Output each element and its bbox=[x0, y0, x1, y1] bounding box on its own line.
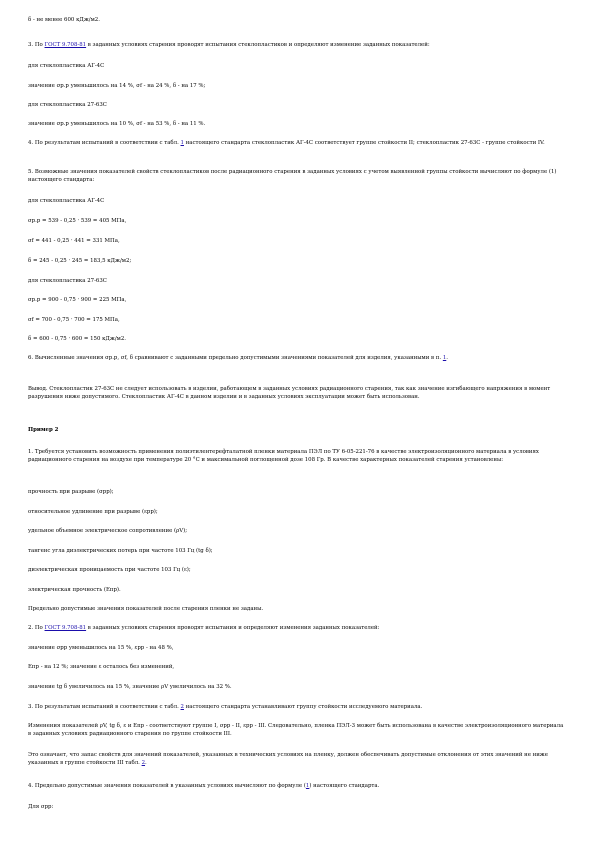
paragraph: для стеклопластика 27-63С bbox=[28, 278, 107, 284]
paragraph: Вывод. Стеклопластик 27-63С не следует использовать в изделии, работающем в заданных условиях радиационного старения, так как значение изгибающего напряжения в момент разрушения ниже допустимого. Стеклопластик АГ-4С в данном изделии и в заданных условиях эксплуатации может быть использован. bbox=[28, 386, 551, 401]
paragraph: значение σр.р уменьшилось на 14 %, σf - на 24 %, δ - на 17 %; bbox=[28, 83, 206, 89]
gost-link[interactable]: ГОСТ 9.708-81 bbox=[44, 625, 87, 631]
paragraph-text: 3. По bbox=[28, 42, 45, 48]
paragraph: значение σр.р уменьшилось на 10 %, σf - на 53 %, δ - на 11 %. bbox=[28, 121, 206, 127]
paragraph: Предельно допустимые значения показателей после старения пленки не заданы. bbox=[28, 606, 264, 612]
paragraph: значение tg δ увеличилось на 15 %, значение ρV увеличилось на 32 %. bbox=[28, 684, 232, 690]
paragraph-text: ) настоящего стандарта. bbox=[309, 783, 380, 789]
paragraph-text: настоящего стандарта стеклопластик АГ-4С соответствует группе стойкости II; стеклопластик 27-63С - группе стойкости IV. bbox=[183, 140, 545, 146]
paragraph bbox=[28, 624, 568, 632]
example-heading: Пример 2 bbox=[28, 427, 59, 433]
paragraph: диэлектрическая проницаемость при частоте 103 Гц (ε); bbox=[28, 567, 191, 573]
paragraph: Епр - на 12 %; значение ε осталось без изменений, bbox=[28, 664, 175, 670]
paragraph: относительное удлинение при разрыве (εрр); bbox=[28, 509, 158, 515]
paragraph-text: 4. По результатам испытаний в соответствии с табл. bbox=[28, 140, 181, 146]
paragraph-text: 3. По результатам испытаний в соответствии с табл. bbox=[28, 704, 181, 710]
paragraph bbox=[28, 751, 568, 768]
paragraph: δ - не менее 600 кДж/м2. bbox=[28, 17, 100, 23]
paragraph: для стеклопластика АГ-4С bbox=[28, 63, 105, 69]
paragraph-text: 6. Вычисленные значения σр.р, σf, δ сравнивают с заданными предельно допустимыми значениями показателей для изделия, указанными в п. bbox=[28, 355, 443, 361]
table-link[interactable]: 2 bbox=[180, 704, 184, 710]
paragraph bbox=[28, 703, 568, 711]
paragraph: δ = 245 - 0,25 · 245 = 183,5 кДж/м2; bbox=[28, 258, 132, 264]
paragraph-text: 2. По bbox=[28, 625, 45, 631]
paragraph: σf = 700 - 0,75 · 700 = 175 МПа, bbox=[28, 317, 120, 323]
paragraph: тангенс угла диэлектрических потерь при частоте 103 Гц (tg δ); bbox=[28, 548, 213, 554]
paragraph-text: настоящего стандарта устанавливают группу стойкости исследуемого материала. bbox=[183, 704, 423, 710]
paragraph: 5. Возможные значения показателей свойств стеклопластиков после радиационного старения в заданных условиях с учетом выявленной группы стойкости вычисляют по формуле (1) настоящего стандарта: bbox=[28, 169, 557, 184]
paragraph bbox=[28, 41, 568, 49]
gost-link[interactable]: ГОСТ 9.708-81 bbox=[44, 42, 87, 48]
paragraph bbox=[28, 782, 568, 790]
table-link[interactable]: 2 bbox=[141, 760, 146, 767]
paragraph: значение σрр уменьшилось на 15 %, εрр - на 48 %, bbox=[28, 645, 174, 651]
paragraph: σр.р = 539 - 0,25 · 539 = 405 МПа, bbox=[28, 218, 127, 224]
paragraph-text: . bbox=[446, 355, 448, 361]
table-link[interactable]: 1 bbox=[180, 140, 184, 146]
paragraph: для стеклопластика 27-63С bbox=[28, 102, 107, 108]
paragraph: электрическая прочность (Епр). bbox=[28, 587, 121, 593]
paragraph: σр.р = 900 - 0,75 · 900 = 225 МПа, bbox=[28, 297, 127, 303]
paragraph-text: в заданных условиях старения проводят испытания стеклопластиков и определяют изменение заданных показателей: bbox=[86, 42, 430, 48]
paragraph-text: в заданных условиях старения проводят испытания и определяют изменения заданных показателей: bbox=[86, 625, 380, 631]
formula-link[interactable]: 1 bbox=[305, 783, 310, 789]
paragraph: прочность при разрыве (σрр); bbox=[28, 489, 114, 495]
paragraph: удельное объемное электрическое сопротивление (ρV); bbox=[28, 528, 188, 534]
paragraph: Изменения показателей ρV, tg δ, ε и Епр - соответствуют группе I, σрр - II, εрр - III. Следовательно, пленка ПЭЛ-3 может быть использована в качестве электроизоляционного материала в заданных условиях радиационного старения по группе стойкости III. bbox=[28, 723, 564, 738]
paragraph: σf = 441 - 0,25 · 441 = 331 МПа, bbox=[28, 238, 120, 244]
paragraph: для стеклопластика АГ-4С bbox=[28, 198, 105, 204]
paragraph-text: Это означает, что запас свойств для значений показателей, указанных в технических условиях на пленку, должен обеспечивать допустимые отклонения от этих значений не ниже указанных в группе стойкости III табл. bbox=[28, 752, 548, 767]
paragraph: Для σрр: bbox=[28, 804, 54, 810]
paragraph bbox=[28, 139, 568, 147]
paragraph bbox=[28, 354, 568, 362]
clause-link[interactable]: 1 bbox=[442, 355, 447, 361]
paragraph: δ = 600 - 0,75 · 600 = 150 кДж/м2. bbox=[28, 336, 126, 342]
paragraph-text: . bbox=[145, 760, 147, 767]
paragraph: 1. Требуется установить возможность применения полиэтилентерефталатной пленки материала ПЭЛ по ТУ 6-05-221-76 в качестве электроизоляционного материала в условиях радиационного старения на воздухе при температуре 20 °С и максимальной поглощенной дозе 108 Гр. В качестве характерных показателей старения установлены: bbox=[28, 449, 539, 464]
paragraph-text: 4. Предельно допустимые значения показателей в указанных условиях вычисляют по формуле ( bbox=[28, 783, 306, 789]
